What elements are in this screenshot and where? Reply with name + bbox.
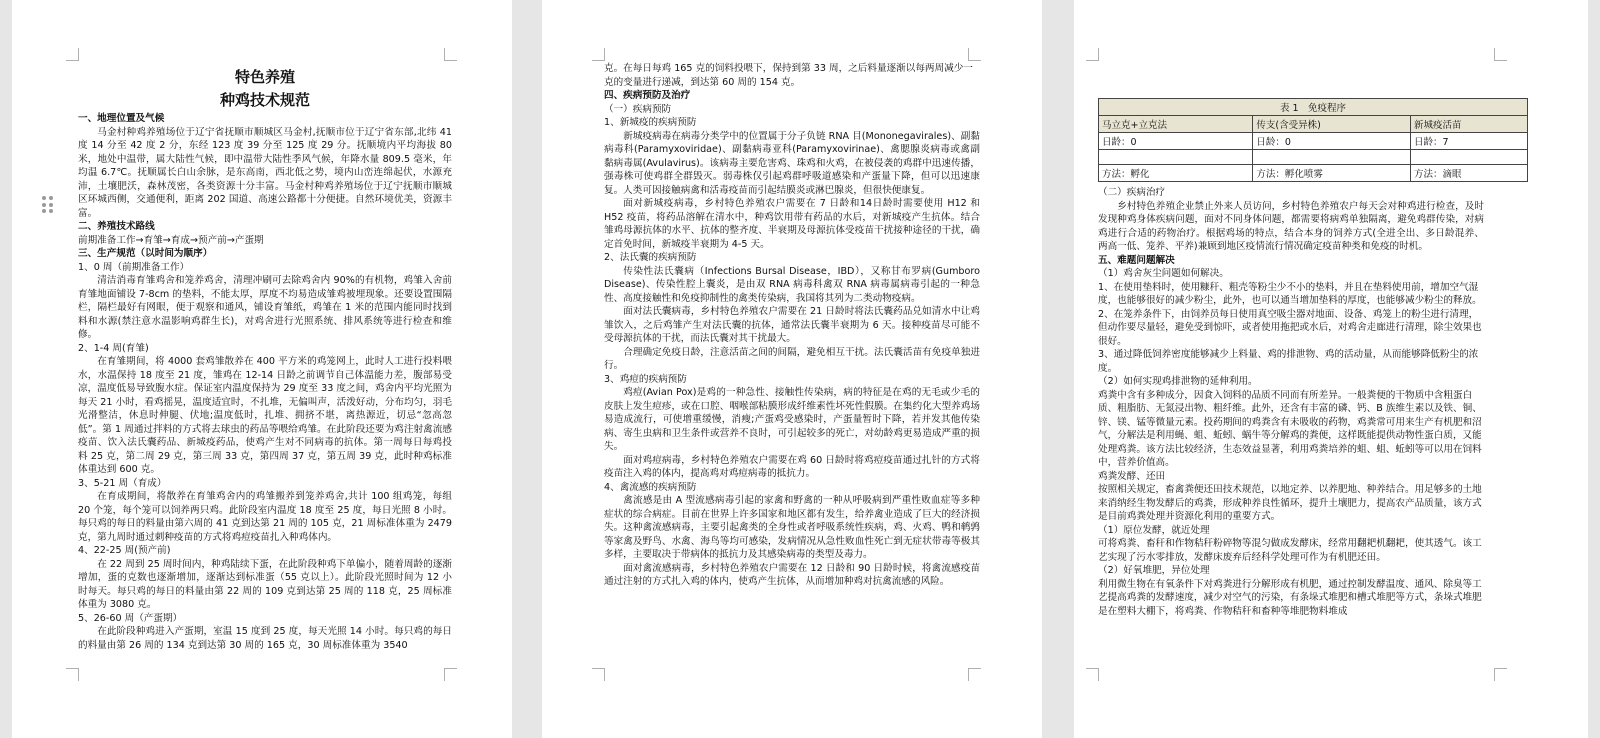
- paragraph: 1、0 周（前期准备工作）: [78, 261, 190, 273]
- paragraph: 在育雏期间，将 4000 套鸡雏散养在 400 平方米的鸡笼网上，此时人工进行投料喂水，水温保持 18 度至 21 度，雏鸡在 12-14 日龄之前调节自己体温能力差，腹部易受凉，温度低易导致腹水症。保证室内温度保持为 29 度至 33 度之间，鸡舍内平均光照为每天 21 小时，看鸡摇晃，温度适宜时，不扎堆，无偏叫声，活泼好动，分布均匀，羽毛光滑整洁，休息时伸腿、伏地;温度低时，扎堆、拥挤不堪，离热源近，切忌“忽高忽低”。第 1 周通过拌料的方式将去球虫的药品等喂给鸡雏。在此阶段还要为鸡注射禽流感疫苗、饮入法氏囊药品、新城疫药品，使鸡产生对不同病毒的抗体。第一周每日每鸡投料 25 克，第二周 29 克，第三周 33 克，第四周 37 克，第五周 39 克，此时种鸡标准体重达到 600 克。: [78, 356, 452, 475]
- paragraph: 1、新城疫的疾病预防: [604, 117, 697, 128]
- immunization-table: [1098, 98, 1528, 182]
- section-heading: 二、养殖技术路线: [78, 221, 155, 232]
- section-heading: 四、疾病预防及治疗: [604, 90, 691, 101]
- page-3-paragraphs: [1098, 186, 1484, 618]
- table-cell: 方法：孵化喷雾: [1253, 165, 1411, 182]
- table-header: 新城疫活苗: [1411, 116, 1528, 133]
- paragraph: 2、1-4 周(育雏): [78, 342, 149, 354]
- paragraph: 传染性法氏囊病（Infections Bursal Disease，IBD），又称甘布罗病(Gumboro Disease)、传染性腔上囊炎，是由双 RNA 病毒科禽双 RNA 病毒属病毒引起的一种急性、高度接触性和免疫抑制性的禽类传染病，我国将其列为二类动物疫病。: [604, 265, 980, 304]
- paragraph: 3、5-21 周（育成）: [78, 477, 167, 489]
- crop-mark: [444, 48, 457, 61]
- crop-mark: [1086, 668, 1099, 681]
- paragraph: 马金村种鸡养殖场位于辽宁省抚顺市顺城区马金村,抚顺市位于辽宁省东部,北纬 41 度 14 分至 42 度 2 分，东经 123 度 39 分至 125 度 29 分。抚顺境内平均海拔 80 米，地处中温带，属大陆性气候，即中温带大陆性季风气候，年降水量 809.5 毫米，年均温 6.7℃。抚顺属长白山余脉，是东高南，西北低之势，境内山峦连绵起伏，水源充沛，土壤肥沃，森林茂密，各类资源十分丰富。马金村种鸡养殖场位于辽宁抚顺市顺城区环城西侧，交通便利，距离 202 国道、高速公路都十分便捷。自然环境优美，资源丰富。: [78, 126, 452, 219]
- paragraph: 利用微生物在有氧条件下对鸡粪进行分解形成有机肥，通过控制发酵温度、通风、除臭等工艺提高鸡粪的发酵速度，减少对空气的污染，有条垛式堆肥和槽式堆肥等方式，条垛式堆肥是在塑料大棚下，将鸡粪、作物秸秆和畜种等堆肥物料堆成: [1098, 578, 1482, 617]
- paragraph: 鸡粪发酵、还田: [1098, 470, 1166, 482]
- table-cell: [1253, 150, 1411, 165]
- paragraph: 清洁消毒育雏鸡舍和笼养鸡舍，清理冲刷可去除鸡舍内 90%的有机物，鸡雏入舍前育雏地面铺设 7-8cm 的垫料，不能太厚，厚度不均易造成雏鸡被埋现象。还要设置围隔栏，隔栏最好有网眼，便于观察和通风，铺设育雏纸，鸡雏在 1 米的范围内能同时找到料和水源(禁注意水温影响鸡群生长)，对鸡舍进行光照系统、排风系统等进行检查和维修。: [78, 275, 452, 340]
- paragraph: （1）鸡舍灰尘问题如何解决。: [1098, 268, 1229, 279]
- paragraph: （2）如何实现鸡排泄物的延伸利用。: [1098, 376, 1258, 387]
- crop-mark: [66, 668, 79, 681]
- paragraph: （2）好氧堆肥，异位处理: [1098, 565, 1210, 576]
- paragraph: 2、法氏囊的疾病预防: [604, 252, 697, 263]
- paragraph: 按照相关规定，畜禽粪便还田技术规范，以地定养、以养肥地、种养结合。用足够多的土地来消纳经生物发酵后的鸡粪，形成种养良性循环，提升土壤肥力，提高农产品质量，该方式是目前鸡粪处理并资源化利用的重要方式。: [1098, 484, 1482, 522]
- paragraph: 2、在笼养条件下，由饲养员每日使用真空吸尘器对地面、设备、鸡笼上的粉尘进行清理，但动作要尽量轻，避免受到惊吓，或者使用拖把或水后，对鸡舍走廊进行清理，除尘效果也很好。: [1098, 308, 1482, 347]
- table-header: 马立克+立克法: [1099, 116, 1253, 133]
- paragraph: 禽流感是由 A 型流感病毒引起的家禽和野禽的一种从呼吸病到严重性败血症等多种症状的综合病症。目前在世界上许多国家和地区都有发生，给养禽业造成了巨大的经济损失。这种禽流感病毒，主要引起禽类的全身性或者呼吸系统性疾病，鸡、火鸡、鸭和鹌鹑等家禽及野鸟、水禽、海鸟等均可感染，发病情况从急性败血性死亡到无症状带毒等极其多样，主要取决于带病体的抵抗力及其感染病毒的类型及毒力。: [604, 495, 980, 560]
- crop-mark: [968, 48, 981, 61]
- table-cell: 方法：孵化: [1099, 165, 1253, 182]
- document-page-1: [12, 0, 512, 738]
- page-2-paragraphs: [604, 62, 980, 589]
- paragraph: 5、26-60 周（产蛋期）: [78, 612, 183, 624]
- page-2-text[interactable]: [604, 62, 980, 589]
- crop-mark: [592, 668, 605, 681]
- paragraph: 4、禽流感的疾病预防: [604, 481, 697, 493]
- paragraph: 在 22 周到 25 周时间内，种鸡陆续下蛋，在此阶段种鸡下单偏小，随着周龄的逐渐增加，蛋的克数也逐渐增加，逐渐达到标准蛋（55 克以上）。此阶段光照时间为 12 小时每天。每只鸡的每日的料量由第 22 周的 109 克到达第 25 周的 118 克，25 周标准体重为 3080 克。: [78, 558, 452, 610]
- crop-mark: [66, 48, 79, 61]
- table-cell: [1411, 150, 1528, 165]
- table-row: [1099, 133, 1528, 150]
- crop-mark: [1086, 48, 1099, 61]
- document-title: 特色养殖: [234, 68, 295, 86]
- paragraph: 1、在使用垫料时，使用糠秆、粗壳等粉尘少不小的垫料，并且在垫料使用前，增加空气湿度，也能够很好的减少粉尘，此外，也可以通当增加垫料的厚度，也能够减少粉尘的释放。: [1098, 281, 1482, 306]
- document-subtitle: 种鸡技术规范: [219, 91, 310, 109]
- paragraph: 面对禽流感病毒，乡村特色养殖农户需要在 12 日龄和 90 日龄时候，将禽流感疫苗通过注射的方式扎入鸡的体内，使鸡产生抗体，从而增加种鸡对抗禽流感的风险。: [604, 562, 980, 587]
- paragraph: 在育成期间，将散养在育雏鸡舍内的鸡雏搬养到笼养鸡舍,共计 100 组鸡笼，每组 20 个笼，每个笼可以饲养两只鸡。此阶段室内温度 18 度至 25 度，每日光照 8 小时。每只鸡的每日的料量由第六周的 41 克到达第 21 周的 105 克，21 周标准体重为 2479 克，第九周时通过刺种疫苗的方式将鸡痘疫苗扎入种鸡体内。: [78, 491, 452, 543]
- paragraph: 鸡痘(Avian Pox)是鸡的一种急性、接触性传染病，病的特征是在鸡的无毛或少毛的皮肤上发生痘疹，或在口腔、咽喉部粘膜形成纤维素性坏死性假膜。在集约化大型养鸡场易造成流行，可使增重缓慢，消瘦;产蛋鸡受感染时，产蛋量暂时下降，若并发其他传染病、寄生虫病和卫生条件或营养不良时，可引起较多的死亡，对幼龄鸡更易造成严重的损失。: [604, 387, 980, 452]
- page-1-text[interactable]: [78, 66, 452, 652]
- crop-mark: [968, 668, 981, 681]
- table-cell: [1099, 150, 1253, 165]
- table-row: [1099, 150, 1528, 165]
- crop-mark: [444, 668, 457, 681]
- paragraph: 在此阶段种鸡进入产蛋期，室温 15 度到 25 度，每天光照 14 小时。每只鸡的每日的料量由第 26 周的 134 克到达第 30 周的 165 克，30 周标准体重为 3540: [78, 626, 452, 651]
- paragraph: 面对鸡痘病毒，乡村特色养殖农户需要在鸡 60 日龄时将鸡痘疫苗通过扎针的方式将疫苗注入鸡的体内，提高鸡对鸡痘病毒的抵抗力。: [604, 454, 980, 479]
- paragraph: 合理确定免疫日龄，注意活苗之间的间隔，避免相互干扰。法氏囊活苗有免疫单独进行。: [604, 346, 980, 371]
- section-heading: 五、难题问题解决: [1098, 254, 1175, 266]
- crop-mark: [1494, 48, 1507, 61]
- paragraph: （一）疾病预防: [604, 103, 672, 115]
- paragraph: 面对法氏囊病毒，乡村特色养殖农户需要在 21 日龄时将法氏囊药品兑如清水中让鸡雏饮入，之后鸡雏产生对法氏囊的抗体，通常法氏囊半衰期为 6 天。接种疫苗尽可能不受母源抗体的干扰，而法氏囊对其干扰最大。: [604, 306, 980, 344]
- paragraph: （1）原位发酵，就近处理: [1098, 524, 1210, 536]
- paragraph: 3、通过降低饲养密度能够减少上料量、鸡的排泄物、鸡的活动量，从而能够降低粉尘的浓度。: [1098, 349, 1479, 374]
- paragraph: 面对新城疫病毒，乡村特色养殖农户需要在 7 日龄和14日龄时需要使用 H12 和 H52 疫苗，将药品溶解在清水中，种鸡饮用带有药品的水后，对新城疫产生抗体。结合雏鸡母源抗体的水平、抗体的整齐度、半衰期及母源抗体受疫苗干扰接种途径的干扰，确定首免时间，新城疫半衰期为 4-5 天。: [604, 198, 980, 250]
- page-3-text[interactable]: [1098, 186, 1484, 618]
- table-cell: 日龄：0: [1253, 133, 1411, 150]
- table-header: 传支(含受异株): [1253, 116, 1411, 133]
- paragraph: 克。在每日每鸡 165 克的饲料投喂下，保持到第 33 周，之后料量逐渐以每两周减少一克的变量进行递减，到达第 60 周的 154 克。: [604, 63, 973, 88]
- paragraph: 乡村特色养殖企业禁止外来人员访问，乡村特色养殖农户每天会对种鸡进行检查，及时发现种鸡身体疾病问题，面对不同身体问题，都需要将病鸡单独隔离，避免鸡群传染，对病鸡进行合适的药物治疗。根据鸡场的特点，结合本身的饲养方式(全进全出、多日龄混养、两高一低、笼养、平养)兼顾到地区疫情流行情况确定疫苗种类和免疫的时机。: [1098, 200, 1484, 252]
- crop-mark: [1494, 668, 1507, 681]
- paragraph: 前期准备工作→育雏→育成→预产前→产蛋期: [78, 234, 264, 246]
- paragraph: 4、22-25 周(预产前): [78, 545, 171, 556]
- table-caption: 表 1 免疫程序: [1099, 99, 1528, 116]
- paragraph: 鸡粪中含有多种成分，因食入饲料的品质不同而有所差异。一般粪便的干物质中含粗蛋白质、粗脂肪、无氮浸出物、粗纤维。此外，还含有丰富的磷、钙、B 族维生素以及铁、铜、锌、镁、锰等微量元素。投药期间的鸡粪含有未吸收的药物，鸡粪常可用来生产有机肥和沼气，分解法是利用蝇、蛆、蚯蚓、蜗牛等分解鸡的粪便，这样既能提供动物性蛋白质，又能处理鸡粪。该方法比较经济，生态效益显著，利用鸡粪培养的蛆、蛆、蚯蚓等可以用在饲料中，营养价值高。: [1098, 389, 1482, 468]
- section-heading: 一、地理位置及气候: [78, 113, 165, 124]
- table-cell: 日龄：0: [1099, 133, 1253, 150]
- document-page-3: [1074, 0, 1588, 738]
- document-page-2: [542, 0, 1042, 738]
- paragraph: 3、鸡痘的疾病预防: [604, 373, 687, 385]
- paragraph: （二）疾病治疗: [1098, 187, 1166, 198]
- page-1-paragraphs: [78, 112, 452, 652]
- table-cell: 方法：滴眼: [1411, 165, 1528, 182]
- paragraph: 新城疫病毒在病毒分类学中的位置属于分子负链 RNA 目(Mononegavirales)、副黏病毒科(Paramyxoviridae)、副黏病毒亚科(Paramyxovirinae)、禽腮腺炎病毒或禽副黏病毒属(Avulavirus)。该病毒主要危害鸡、珠鸡和火鸡，在被侵袭的鸡群中迅速传播，强毒株可使鸡群全群毁灭。弱毒株仅引起鸡群呼吸道感染和产蛋量下降，但可以迅速康复。人类可因接触病禽和活毒疫苗而引起结膜炎或淋巴腺炎，但很快便康复。: [604, 130, 980, 196]
- table-cell: 日龄：7: [1411, 133, 1528, 150]
- crop-mark: [592, 48, 605, 61]
- section-heading: 三、生产规范（以时间为顺序）: [78, 248, 213, 259]
- table-row: [1099, 165, 1528, 182]
- drag-handle-icon[interactable]: [42, 196, 54, 214]
- paragraph: 可将鸡粪、畜秆和作物秸秆粉碎物等混匀做成发酵床，经常用翻耙机翻耙，使其透气。该工艺实现了污水零排放，发酵床废弃后经科学处理可作为有机肥还田。: [1098, 538, 1482, 563]
